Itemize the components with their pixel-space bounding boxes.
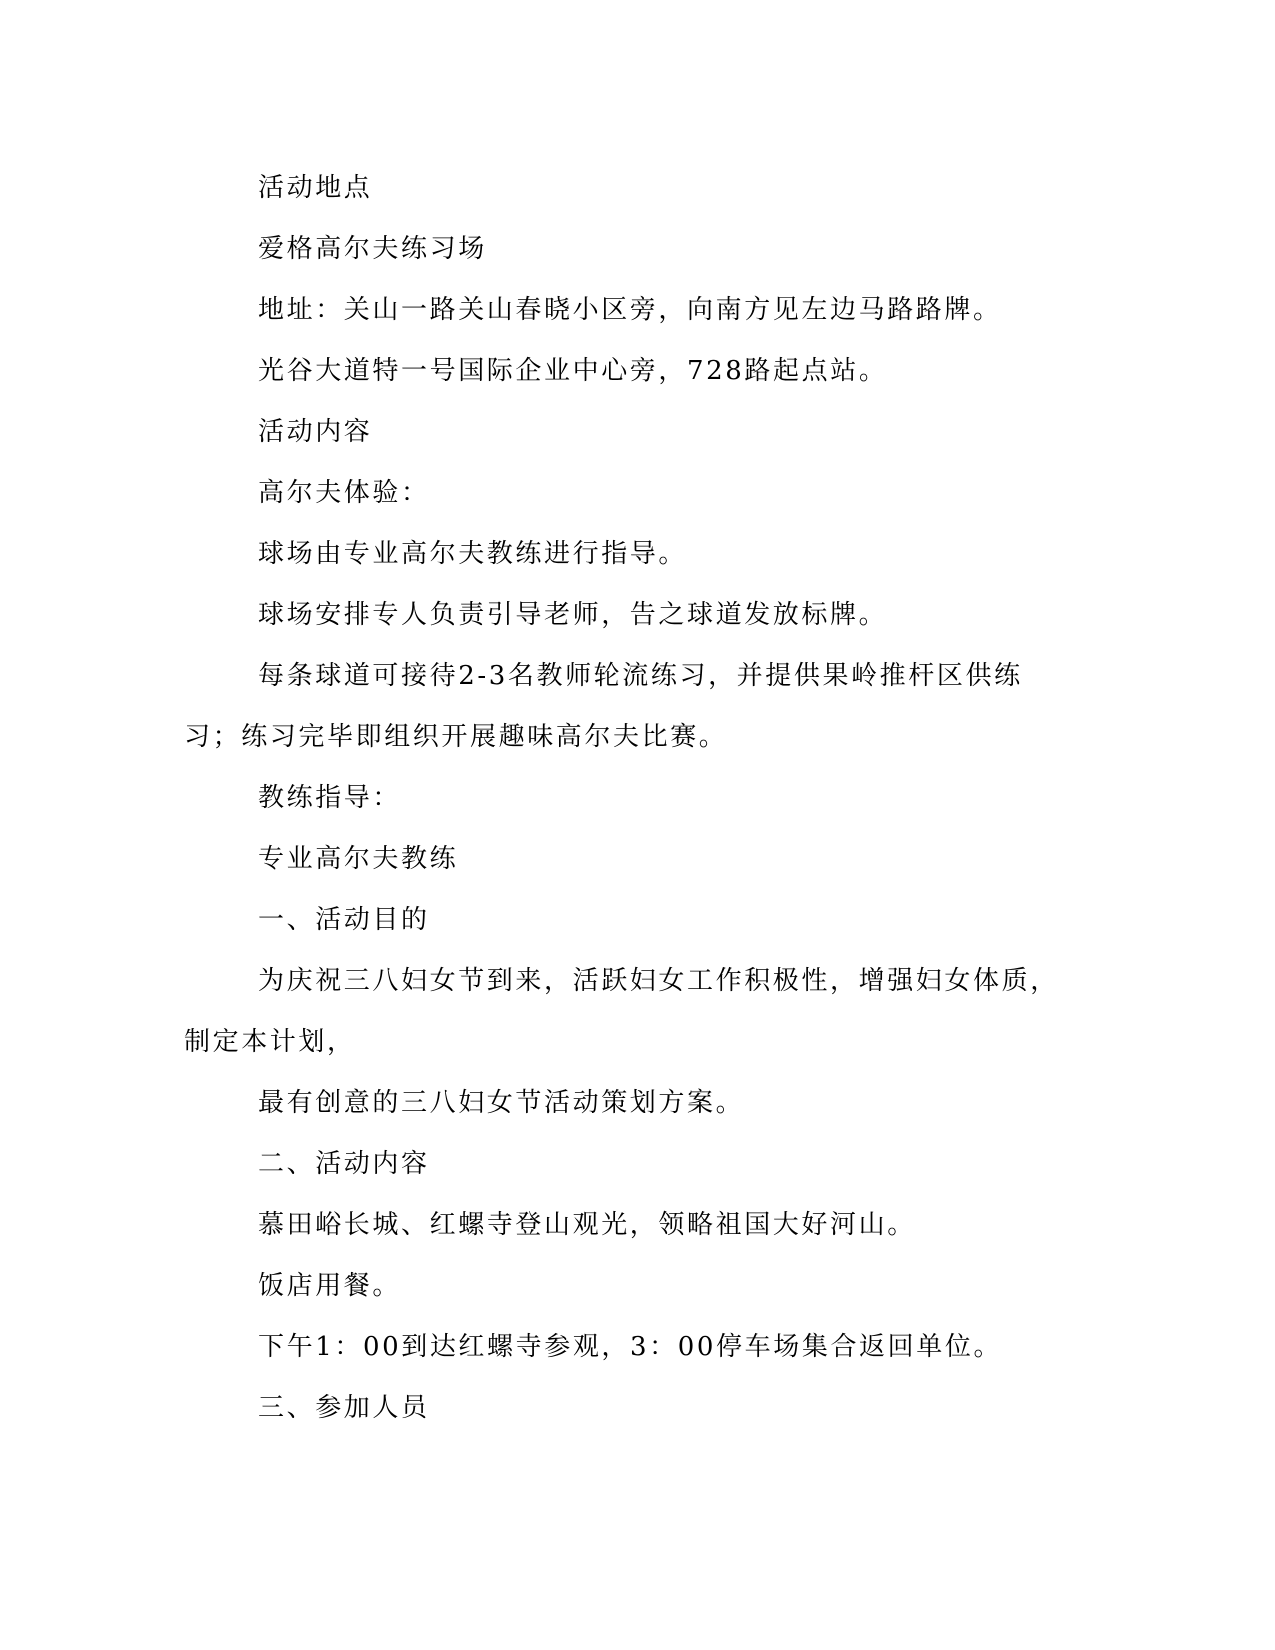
paragraph-purpose: 为庆祝三八妇女节到来，活跃妇女工作积极性，增强妇女体质，制定本计划，: [184, 966, 1059, 1057]
paragraph-fairway-practice: 每条球道可接待2-3名教师轮流练习，并提供果岭推杆区供练习；练习完毕即组织开展趣味高尔夫比赛。: [184, 661, 1023, 752]
paragraph-address: 地址：关山一路关山春晓小区旁，向南方见左边马路路牌。: [258, 295, 1002, 325]
paragraph-section-three-heading: 三、参加人员: [258, 1393, 430, 1423]
paragraph-afternoon-schedule: 下午1：00到达红螺寺参观，3：00停车场集合返回单位。: [258, 1332, 1003, 1362]
paragraph-dining: 饭店用餐。: [258, 1271, 402, 1301]
paragraph-bus-stop: 光谷大道特一号国际企业中心旁，728路起点站。: [258, 356, 888, 386]
paragraph-coach-guidance: 球场由专业高尔夫教练进行指导。: [258, 539, 688, 569]
paragraph-professional-coach: 专业高尔夫教练: [258, 844, 459, 874]
paragraph-staff-arrangement: 球场安排专人负责引导老师，告之球道发放标牌。: [258, 600, 888, 630]
paragraph-coaching-heading: 教练指导：: [258, 783, 402, 813]
paragraph-section-one-heading: 一、活动目的: [258, 905, 430, 935]
document-body: [184, 158, 1068, 1439]
paragraph-activity-location-heading: 活动地点: [258, 173, 373, 203]
paragraph-creative-plan: 最有创意的三八妇女节活动策划方案。: [258, 1088, 745, 1118]
paragraph-venue-name: 爱格高尔夫练习场: [258, 234, 487, 264]
paragraph-activity-content-heading: 活动内容: [258, 417, 373, 447]
paragraph-golf-experience: 高尔夫体验：: [258, 478, 430, 508]
paragraph-sightseeing: 慕田峪长城、红螺寺登山观光，领略祖国大好河山。: [258, 1210, 916, 1240]
paragraph-section-two-heading: 二、活动内容: [258, 1149, 430, 1179]
